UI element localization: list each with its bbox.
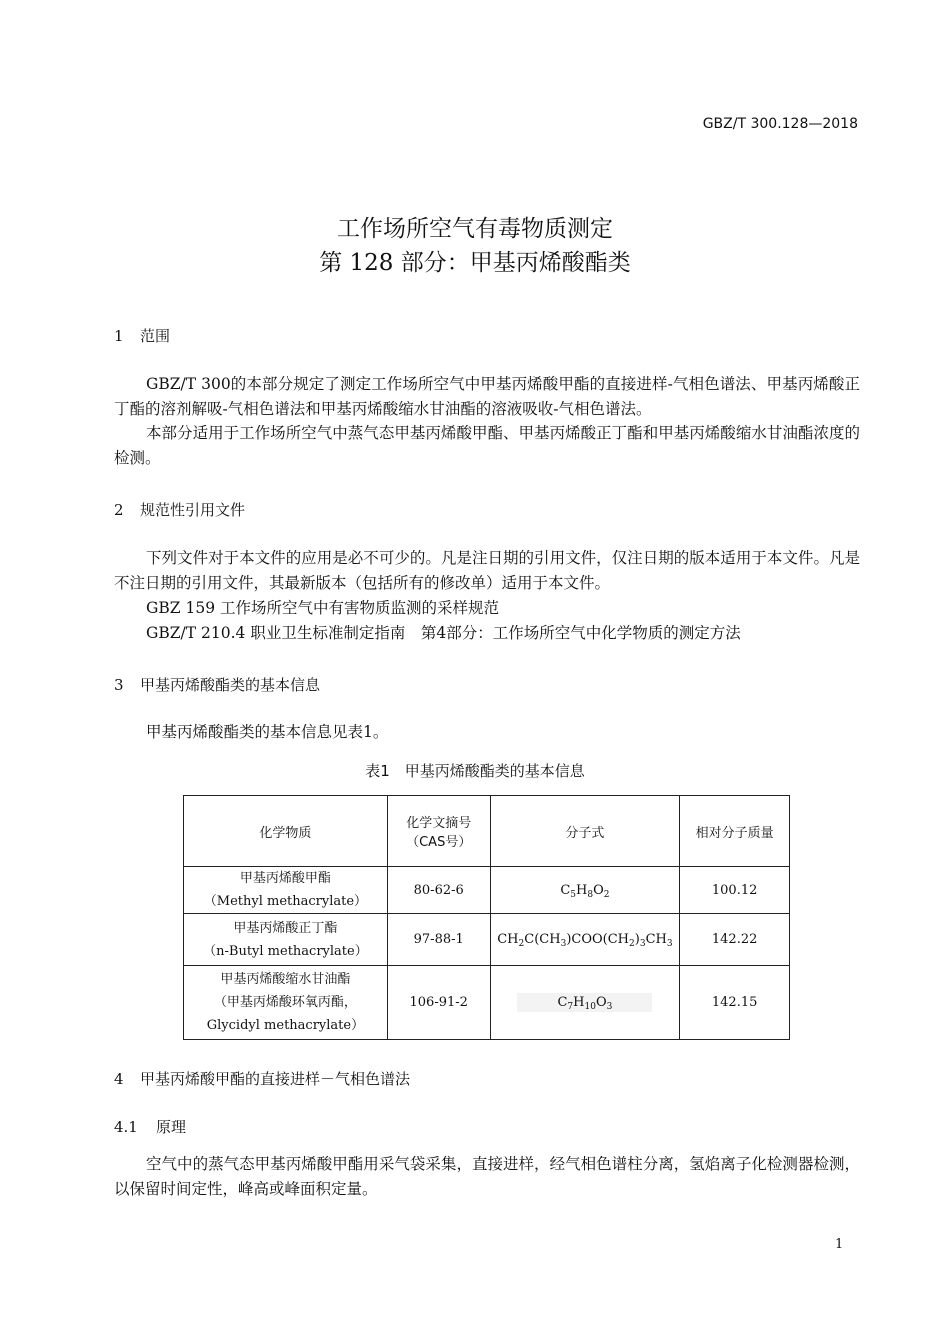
table-row: [184, 966, 790, 1040]
substance-name-en: （Methyl methacrylate）: [203, 894, 368, 909]
col-header-formula: 分子式: [490, 796, 680, 867]
substance-name-alt: （甲基丙烯酸环氧丙酯，: [213, 995, 357, 1010]
substance-name-en: （n-Butyl methacrylate）: [203, 943, 368, 959]
section-number: 2: [114, 501, 124, 519]
table-row: [184, 914, 790, 966]
basic-info-table: [183, 795, 790, 1040]
subsection-title: 原理: [156, 1118, 187, 1136]
page-title-line1: 工作场所空气有毒物质测定: [337, 216, 613, 242]
section-number: 1: [114, 327, 124, 345]
mass-cell: 142.15: [680, 966, 790, 1040]
subsection-number: 4.1: [114, 1118, 138, 1136]
cas-cell: 97-88-1: [387, 914, 490, 966]
section-2-heading: [114, 499, 245, 520]
substance-name-cn: 甲基丙烯酸缩水甘油酯: [220, 972, 351, 987]
page-title-line2: 第 128 部分：甲基丙烯酸酯类: [319, 250, 631, 276]
formula-cell: $C_5H_8O_2$: [490, 867, 680, 914]
section-title: 甲基丙烯酸酯类的基本信息: [140, 676, 321, 694]
mass-cell: 142.22: [680, 914, 790, 966]
formula-cell: $C_7H_{10}O_3$: [490, 966, 680, 1040]
substance-name-cn: 甲基丙烯酸正丁酯: [233, 920, 338, 936]
section-4-1-paragraph: 空气中的蒸气态甲基丙烯酸甲酯用采气袋采集，直接进样，经气相色谱柱分离，氢焰离子化检测器检测，以保留时间定性，峰高或峰面积定量。: [114, 1155, 860, 1198]
section-4-1-heading: [114, 1116, 186, 1137]
section-2-paragraph-1: 下列文件对于本文件的应用是必不可少的。凡是注日期的引用文件，仅注日期的版本适用于本文件。凡是不注日期的引用文件，其最新版本（包括所有的修改单）适用于本文件。: [114, 549, 860, 592]
formula-cell: $CH_2C(CH_3)COO(CH_2)_3CH_3$: [490, 914, 680, 966]
section-3-heading: [114, 674, 320, 695]
substance-cell: [184, 966, 388, 1040]
section-title: 规范性引用文件: [140, 501, 246, 519]
page-number: 1: [835, 1237, 844, 1252]
section-1-heading: [114, 325, 170, 346]
reference-gbz-159: GBZ 159 工作场所空气中有害物质监测的采样规范: [146, 599, 499, 617]
cas-cell: 106-91-2: [387, 966, 490, 1040]
substance-name-cn: 甲基丙烯酸甲酯: [239, 871, 331, 886]
section-number: 3: [114, 676, 124, 694]
substance-cell: [184, 914, 388, 966]
table-row: [184, 867, 790, 914]
col-header-cas: [387, 796, 490, 867]
section-title: 范围: [140, 327, 171, 345]
substance-cell: [184, 867, 388, 914]
section-3-paragraph-1: 甲基丙烯酸酯类的基本信息见表1。: [146, 723, 389, 741]
standard-number: GBZ/T 300.128—2018: [702, 116, 858, 132]
section-1-paragraph-2: 本部分适用于工作场所空气中蒸气态甲基丙烯酸甲酯、甲基丙烯酸正丁酯和甲基丙烯酸缩水甘油酯浓度的检测。: [114, 424, 860, 467]
table-caption: 表1 甲基丙烯酸酯类的基本信息: [365, 762, 585, 780]
section-number: 4: [114, 1070, 124, 1088]
section-4-heading: [114, 1068, 410, 1089]
table-header-row: [184, 796, 790, 867]
reference-gbzt-210-4: GBZ/T 210.4 职业卫生标准制定指南 第4部分：工作场所空气中化学物质的测定方法: [146, 624, 741, 642]
cas-header-line2: （CAS号）: [406, 835, 472, 850]
section-title: 甲基丙烯酸甲酯的直接进样－气相色谱法: [140, 1070, 411, 1088]
mass-cell: 100.12: [680, 867, 790, 914]
substance-name-en: Glycidyl methacrylate）: [206, 1018, 365, 1033]
cas-cell: 80-62-6: [387, 867, 490, 914]
col-header-mass: 相对分子质量: [680, 796, 790, 867]
col-header-substance: 化学物质: [184, 796, 388, 867]
section-1-paragraph-1: GBZ/T 300的本部分规定了测定工作场所空气中甲基丙烯酸甲酯的直接进样-气相色谱法、甲基丙烯酸正丁酯的溶剂解吸-气相色谱法和甲基丙烯酸缩水甘油酯的溶液吸收-气相色谱法。: [114, 375, 860, 418]
cas-header-line1: 化学文摘号: [406, 816, 472, 831]
